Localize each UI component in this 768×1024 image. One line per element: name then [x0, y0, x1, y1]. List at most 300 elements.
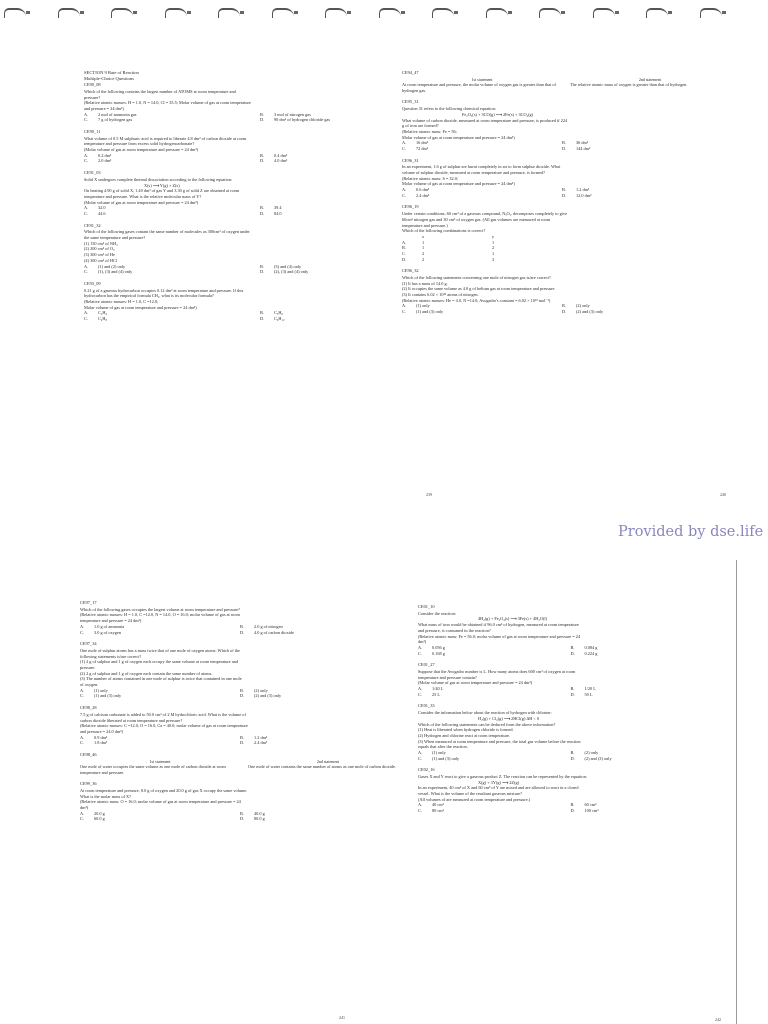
question-block — [402, 158, 722, 199]
option-letter: D. — [570, 650, 575, 656]
question-text-line: dm³) — [418, 639, 427, 645]
answer-options — [402, 140, 722, 151]
question-code: CE99_36 — [80, 781, 97, 787]
answer-option — [402, 193, 562, 199]
answer-options — [80, 624, 400, 635]
option-text: 7 g of hydrogen gas — [98, 117, 133, 123]
question-text-line: Solid X undergoes complete thermal dissociation according to the following equation: — [84, 176, 233, 182]
answer-option — [240, 630, 400, 636]
option-letter: A. — [402, 187, 407, 193]
answer-option — [84, 269, 260, 275]
page-242 — [418, 604, 723, 1022]
binding-ring — [4, 8, 26, 18]
statement-pair — [402, 77, 722, 94]
option-letter: D. — [260, 158, 265, 164]
question-block — [80, 781, 400, 822]
option-text: C₃H₆ — [274, 310, 283, 316]
combination-cell: C. — [402, 250, 406, 256]
option-letter: D. — [240, 740, 245, 746]
answer-option — [80, 693, 240, 699]
option-text: 40 cm³ — [432, 802, 444, 808]
option-text: (2) and (3) only — [254, 693, 282, 699]
option-text: 0.6 dm³ — [416, 187, 430, 193]
page-edge-divider — [736, 560, 737, 1024]
option-letter: A. — [402, 303, 407, 309]
question-text-line: What is the molar mass of X? — [80, 793, 132, 799]
option-letter: A. — [418, 802, 423, 808]
answer-option — [84, 158, 260, 164]
question-text-line: (Relative atomic mass: O = 16.0; molar volume of gas at room temperature and pressure = 24 — [80, 799, 241, 805]
combination-header: y — [492, 233, 495, 239]
option-text: 25 L — [432, 691, 440, 697]
question-text-line: (1) 2 g of sulphur and 1 g of oxygen each occupy the same volume at room temperature and — [80, 659, 238, 665]
question-code: CE91_03 — [84, 170, 101, 176]
question-block — [80, 705, 400, 746]
answer-option — [418, 808, 571, 814]
binding-ring — [325, 8, 347, 18]
page-number: 239 — [426, 491, 432, 497]
option-letter: D. — [240, 693, 245, 699]
question-text-line: What volume of 0.5 M sulphuric acid is required to liberate 4.8 dm³ of carbon dioxide at room — [84, 135, 247, 141]
question-list — [80, 600, 400, 822]
combination-cell: 1 — [422, 239, 425, 245]
combination-cell: A. — [402, 239, 407, 245]
option-letter: C. — [84, 158, 88, 164]
question-text-line: Gases X and Y react to give a gaseous product Z. The reaction can be represented by the equation: — [418, 774, 587, 780]
answer-option — [571, 808, 724, 814]
option-text: (2) and (3) only — [584, 755, 612, 761]
question-text-line: Which of the following gases occupies the largest volume at room temperature and pressure? — [80, 606, 240, 612]
question-text-line: g of iron are formed? — [402, 123, 439, 129]
question-text-line: (2) 200 cm³ of O₃ — [84, 246, 115, 252]
option-letter: B. — [562, 187, 566, 193]
question-code: CE02_16 — [418, 767, 435, 773]
option-text: 12.0 dm³ — [576, 192, 592, 198]
question-text-line: (1) Heat is liberated when hydrogen chloride is formed. — [418, 727, 514, 733]
answer-options — [84, 205, 436, 216]
option-letter: B. — [240, 623, 244, 629]
option-letter: D. — [570, 755, 575, 761]
binding-ring — [165, 8, 187, 18]
option-letter: C. — [84, 316, 88, 322]
option-letter: C. — [402, 309, 406, 315]
question-code: CE97_34 — [80, 641, 97, 647]
question-text-line: (Molar volume of gas at room temperature and pressure = 24 dm³) — [84, 199, 199, 205]
option-text: 0.4 dm³ — [274, 152, 288, 158]
option-letter: B. — [562, 303, 566, 309]
question-text-line: (3) 300 cm³ of He — [84, 252, 115, 258]
question-text-line: (Relative atomic masses: H = 1.0, C =12.0, N = 14.0, O = 16.0; molar volume of gas at room — [80, 612, 240, 618]
answer-option — [418, 756, 571, 762]
question-text-line: (3) The number of atoms contained in one mole of sulphur is twice that contained in one mole — [80, 676, 242, 682]
option-letter: B. — [562, 140, 566, 146]
question-text-line: 0.21 g of a gaseous hydrocarbon occupies 0.12 dm³ at room temperature and pressure. If this — [84, 287, 244, 293]
question-block — [418, 662, 723, 697]
option-text: 144 dm³ — [576, 145, 591, 151]
question-block — [84, 170, 436, 217]
question-text-line: temperature and pressure from excess solid hydrogencarbonate? — [84, 141, 195, 147]
option-letter: D. — [562, 145, 567, 151]
question-list — [418, 604, 723, 814]
question-text-line: One mole of sulphur atoms has a mass twice that of one mole of oxygen atoms. Which of the — [80, 647, 240, 653]
question-text-line: Molar volume of gas at room temperature and pressure = 24 dm³) — [402, 181, 515, 187]
question-block — [80, 641, 400, 699]
question-block — [418, 703, 723, 761]
option-letter: C. — [80, 693, 84, 699]
question-text-line: What mass of iron would be obtained if 96.0 cm³ of hydrogen, measured at room temperature — [418, 622, 579, 628]
combination-cell: D. — [402, 256, 407, 262]
option-text: 80.0 g — [254, 816, 265, 822]
question-block — [418, 767, 723, 814]
question-code: CE91_32 — [84, 222, 101, 228]
answer-options — [418, 686, 723, 697]
question-text-line: Molar volume of gas at room temperature and pressure = 24 dm³) — [84, 304, 197, 310]
combination-header: x — [422, 233, 425, 239]
question-code: CE94_47 — [402, 70, 419, 75]
option-letter: D. — [240, 629, 245, 635]
option-text: C₂H₄ — [98, 310, 107, 316]
question-text-line: following statements is/are correct? — [80, 653, 142, 659]
option-text: 100 cm³ — [584, 808, 599, 814]
option-text: 0.224 g — [584, 650, 598, 656]
page-number: 241 — [339, 1014, 345, 1020]
option-letter: D. — [260, 316, 265, 322]
option-text: 0.084 g — [584, 644, 598, 650]
option-letter: D. — [260, 117, 265, 123]
option-text: (3) and (4) only — [274, 263, 302, 269]
option-letter: A. — [418, 749, 423, 755]
chemical-equation: H₂(g) + Cl₂(g) ⟶ 2HCl(g) ΔH < 0 — [478, 715, 540, 721]
option-letter: C. — [84, 117, 88, 123]
question-text-line: (Relative atomic mass: S = 32.0; — [402, 175, 459, 181]
combination-table — [402, 234, 722, 262]
option-text: 1.2 dm³ — [254, 734, 268, 740]
question-code: CE01_10 — [418, 604, 435, 609]
question-text-line: and pressure, is consumed in the reaction? — [418, 627, 491, 633]
page-number: 242 — [715, 1016, 721, 1022]
answer-option — [80, 630, 240, 636]
question-block — [84, 223, 436, 275]
option-letter: A. — [84, 263, 89, 269]
option-letter: C. — [418, 755, 422, 761]
option-text: 20.0 g — [94, 810, 105, 816]
option-letter: A. — [84, 111, 89, 117]
binding-ring — [432, 8, 454, 18]
option-letter: D. — [260, 210, 265, 216]
binding-ring — [593, 8, 615, 18]
option-letter: B. — [260, 111, 264, 117]
question-text-line: dm³) — [80, 805, 89, 811]
answer-option — [80, 740, 240, 746]
statement-text: One mole of water occupies the same volume as one mole of carbon dioxide at room temperature and pressure. — [80, 763, 226, 775]
option-text: 60.0 g — [94, 816, 105, 822]
answer-options — [80, 811, 400, 822]
statement-header: 2nd statement — [638, 76, 662, 82]
question-text-line: (Molar volume of gas at room temperature and pressure = 24 dm³) — [418, 680, 533, 686]
question-code: CE01_27 — [418, 662, 435, 668]
page-240 — [402, 70, 726, 497]
option-text: 44.6 — [98, 210, 106, 216]
question-text-line: In an experiment, 1.6 g of sulphur are burnt completely in air to form sulphur dioxide. What — [402, 164, 561, 170]
answer-options — [84, 310, 436, 321]
option-text: C₄H₈ — [98, 316, 107, 322]
option-text: 1.2 dm³ — [576, 187, 590, 193]
question-list — [84, 82, 436, 322]
statement-header: 1st statement — [471, 76, 493, 82]
question-text-line: pressure. — [80, 665, 96, 670]
answer-options — [84, 112, 436, 123]
option-text: 50 L — [584, 691, 593, 697]
question-block — [418, 604, 723, 656]
question-text-line: 60cm³ nitrogen gas and 30 cm³ of oxygen gas. (All gas volumes are measured at room — [402, 216, 551, 222]
option-letter: B. — [570, 802, 575, 808]
option-text: (1), (3) and (4) only — [98, 269, 133, 275]
answer-option — [571, 756, 724, 762]
option-letter: A. — [80, 734, 85, 740]
option-letter: D. — [562, 192, 567, 198]
option-letter: C. — [84, 210, 88, 216]
option-text: 2.4 dm³ — [254, 740, 268, 746]
option-letter: C. — [80, 816, 84, 822]
option-text: 84.0 — [274, 210, 282, 216]
question-code: CE97_17 — [80, 600, 97, 605]
answer-options — [402, 187, 722, 198]
question-text-line: Molar volume of gas at room temperature and pressure = 24 dm³) — [402, 134, 515, 140]
question-text-line: What volume of carbon dioxide, measured at room temperature and pressure, is produced if 224 — [402, 117, 568, 123]
option-text: 2.4 dm³ — [416, 192, 430, 198]
chemical-equation: 4H₂(g) + Fe₃O₄(s) ⟶ 3Fe(s) + 4H₂O(l) — [478, 616, 548, 622]
option-letter: C. — [418, 650, 422, 656]
option-letter: C. — [80, 629, 84, 635]
combination-cell: 1 — [492, 250, 495, 256]
statement-header: 2nd statement — [316, 758, 340, 764]
answer-option — [240, 740, 400, 746]
question-text-line: (2) It occupies the same volume as 4.0 g of helium gas at room temperature and pressure. — [402, 286, 556, 292]
option-text: (1) and (3) only — [94, 693, 122, 699]
question-text-line: (Molar volume of gas at room temperature and pressure = 24 dm³) — [84, 147, 199, 153]
option-letter: D. — [570, 691, 575, 697]
question-text-line: (2) 2 g of sulphur and 1 g of oxygen each contain the same number of atoms. — [80, 670, 213, 676]
question-code: CE96_32 — [402, 268, 419, 274]
question-text-line: equals that after the reaction. — [418, 744, 468, 750]
answer-options — [418, 802, 723, 813]
question-text-line: (Relative atomic masses: H = 1.0, N = 14.0, Cl = 35.5; Molar volume of gas at room temperature — [84, 100, 251, 106]
binding-ring — [218, 8, 240, 18]
question-text-line: and pressure = 24 dm³) — [84, 105, 124, 111]
option-text: 1/20 L — [584, 686, 596, 692]
statement-text: The relative atomic mass of oxygen is greater than that of hydrogen. — [570, 82, 688, 88]
option-letter: A. — [418, 686, 423, 692]
option-letter: C. — [402, 192, 406, 198]
option-text: 4.0 dm³ — [274, 158, 288, 164]
statement-header: 1st statement — [149, 758, 171, 764]
question-text-line: Which of the following statements concerning one mole of nitrogen gas is/are correct? — [402, 275, 551, 281]
option-text: 4.0 g of carbon dioxide — [254, 629, 294, 635]
statement-pair — [80, 759, 400, 776]
option-text: 0.168 g — [432, 650, 445, 656]
question-block — [80, 600, 400, 635]
question-text-line: Under certain conditions, 60 cm³ of a gaseous compound, NₓOᵧ, decomposes completely to give — [402, 211, 568, 217]
option-text: (2) only — [584, 749, 599, 755]
option-text: C₆H₁₂ — [274, 316, 285, 322]
option-text: 0.2 dm³ — [98, 152, 112, 158]
option-text: 36 dm³ — [576, 140, 589, 146]
question-list — [402, 70, 722, 315]
question-code: CE95_31 — [402, 99, 419, 105]
question-text-line: (Relative atomic masses: H = 1.0, C =12.0; — [84, 299, 159, 304]
option-letter: B. — [260, 263, 264, 269]
option-letter: B. — [570, 749, 575, 755]
option-letter: D. — [570, 808, 575, 814]
option-text: 2 mol of ammonia gas — [98, 111, 137, 117]
answer-options — [418, 750, 723, 761]
option-text: 0.056 g — [432, 644, 445, 650]
question-text-line: vessel. What is the volume of the resultant gaseous mixture? — [418, 791, 522, 797]
chemical-equation: Fe₂O₃(s) + 3CO(g) ⟶ 2Fe(s) + 3CO₂(g) — [462, 111, 534, 117]
answer-options — [84, 264, 436, 275]
answer-option — [84, 117, 260, 123]
question-text-line: (3) It contains 6.02 × 10²³ atoms of nitrogen. — [402, 292, 479, 298]
option-text: (1) only — [416, 303, 430, 309]
option-letter: D. — [240, 816, 245, 822]
option-letter: B. — [570, 686, 575, 692]
question-code: CE96_19 — [402, 204, 419, 210]
option-text: 1/40 L — [432, 686, 444, 692]
question-text-line: pressure? — [84, 94, 101, 100]
answer-option — [562, 146, 722, 152]
option-text: 39.4 — [274, 205, 282, 211]
option-text: 2.0 dm³ — [98, 158, 112, 164]
question-text-line: In an experiment, 40 cm³ of X and 60 cm³ of Y are mixed and are allowed to react in a closed — [418, 785, 579, 791]
question-text-line: (2) Hydrogen and chlorine react at room temperature. — [418, 732, 511, 738]
question-code: CE96_31 — [402, 157, 419, 163]
answer-option — [84, 211, 260, 217]
question-block — [402, 70, 722, 93]
option-text: (2) and (3) only — [576, 309, 604, 315]
answer-option — [562, 193, 722, 199]
question-text-line: (1) It has a mass of 14.0 g. — [402, 280, 448, 286]
question-text-line: Consider the information below about the reaction of hydrogen with chlorine: — [418, 710, 552, 716]
question-text-line: carbon dioxide liberated at room temperature and pressure? — [80, 717, 183, 723]
option-letter: A. — [402, 140, 407, 146]
question-text-line: Suppose that the Avogadro number is L. How many atoms does 600 cm³ of oxygen at room — [418, 669, 576, 674]
question-text-line: (Relative atomic masses: He = 4.0, N =14.0; Avogadro's constant = 6.02 × 10²³ mol⁻¹) — [402, 297, 551, 303]
watermark-text: Provided by dse.life — [618, 524, 764, 540]
combination-cell: 1 — [422, 245, 425, 251]
question-text-line: (All volumes of are measured at room temperature and pressure.) — [418, 796, 531, 802]
question-code: CE93_09 — [84, 280, 101, 286]
option-letter: C. — [402, 145, 406, 151]
question-block — [402, 99, 722, 151]
question-block — [402, 268, 722, 315]
option-letter: C. — [418, 808, 422, 814]
section-title: SECTION 9 Rate of Reaction — [84, 70, 139, 75]
page-239 — [84, 70, 436, 495]
question-block — [80, 752, 400, 775]
option-text: 40.0 g — [254, 810, 265, 816]
chemical-equation: X(s) ⟶ Y(g) + Z(s) — [144, 182, 180, 188]
option-letter: A. — [84, 310, 89, 316]
option-text: (2) only — [576, 303, 590, 309]
question-text-line: (Relative atomic mass: Fe = 56.0; molar volume of gas at room temperature and pressure = 24 — [418, 633, 580, 639]
option-letter: C. — [80, 740, 84, 746]
option-text: 2.0 g of nitrogen — [254, 623, 283, 629]
option-text: (1) and (2) only — [98, 263, 126, 269]
combination-cell: 2 — [492, 245, 495, 251]
option-letter: B. — [570, 644, 575, 650]
combination-cell: 3 — [492, 256, 495, 262]
question-code: CE98_46 — [80, 751, 97, 757]
option-letter: B. — [240, 734, 244, 740]
answer-option — [402, 309, 562, 315]
question-text-line: volume of sulphur dioxide, measured at room temperature and pressure, is formed? — [402, 170, 546, 176]
option-text: 3 mol of nitrogen gas — [274, 111, 311, 117]
question-text-line: Which of the following statements can be deduced from the above information? — [418, 721, 556, 727]
binding-ring — [111, 8, 133, 18]
combination-cell: B. — [402, 245, 406, 251]
option-letter: A. — [80, 810, 85, 816]
page-number: 240 — [720, 491, 726, 497]
option-letter: A. — [418, 644, 423, 650]
answer-option — [571, 692, 724, 698]
option-text: 32.0 — [98, 205, 106, 211]
answer-option — [562, 309, 722, 315]
question-text-line: temperature and pressure contain? — [418, 674, 477, 680]
answer-option — [80, 816, 240, 822]
option-text: 16 dm³ — [416, 140, 429, 146]
option-letter: B. — [240, 810, 244, 816]
question-text-line: Which of the following gases contain the same number of molecules as 300cm³ of oxygen under — [84, 229, 250, 235]
spiral-binding — [0, 0, 768, 30]
answer-option — [418, 692, 571, 698]
option-text: 3.0 g of oxygen — [94, 629, 121, 635]
option-text: 1.0 g of ammonia — [94, 623, 125, 629]
option-letter: A. — [80, 623, 85, 629]
question-block — [84, 129, 436, 164]
option-letter: C. — [84, 269, 88, 275]
question-text-line: temperature and pressure = 24 dm³) — [80, 618, 142, 624]
question-text-line: Which of the following contains the largest number of ATOMS at room temperature and — [84, 88, 236, 94]
answer-option — [571, 651, 724, 657]
binding-ring — [379, 8, 401, 18]
answer-option — [418, 651, 571, 657]
option-text: (2) only — [254, 687, 268, 693]
option-letter: C. — [418, 691, 422, 697]
question-code: CE90_08 — [84, 82, 101, 88]
option-letter: B. — [240, 687, 244, 693]
binding-ring — [58, 8, 80, 18]
question-text-line: At room temperature and pressure, 8.0 g of oxygen and 20.0 g of gas X occupy the same volume. — [80, 788, 248, 794]
combination-cell: 2 — [422, 256, 425, 262]
binding-ring — [486, 8, 508, 18]
question-text-line: hydrocarbon has the empirical formula CH₂, what is its molecular formula? — [84, 293, 214, 299]
question-code: CE90_11 — [84, 128, 101, 134]
question-text-line: (Relative atomic mass: Fe = 56; — [402, 128, 457, 134]
option-letter: B. — [260, 205, 264, 211]
section-subtitle: Multiple-Choice Questions — [84, 76, 134, 82]
binding-ring — [700, 8, 722, 18]
option-text: (1) and (3) only — [432, 755, 460, 761]
binding-ring — [272, 8, 294, 18]
question-text-line: On heating 4.90 g of solid X, 1.40 dm³ of gas Y and 3.30 g of solid Z are obtained at room — [84, 188, 240, 194]
chemical-equation: X(g) + 3Y(g) ⟶ 2Z(g) — [478, 779, 520, 785]
binding-ring — [646, 8, 668, 18]
question-code: CE01_33 — [418, 703, 435, 709]
question-text-line: (4) 300 cm³ of HCl — [84, 257, 118, 263]
question-text-line: Which of the following combinations is correct? — [402, 228, 486, 234]
binding-ring — [539, 8, 561, 18]
statement-text: One mole of water contains the same number of atoms as one mole of carbon dioxide. — [248, 763, 396, 769]
